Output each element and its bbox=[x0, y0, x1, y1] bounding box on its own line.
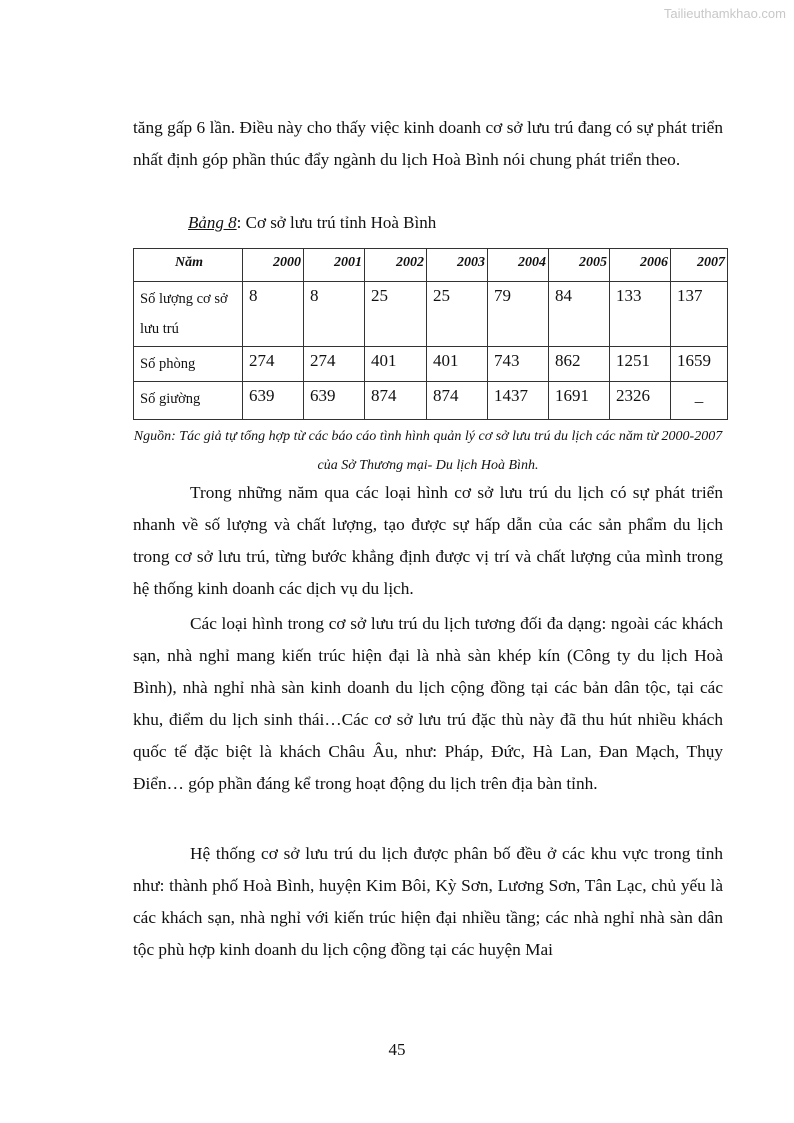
page-number: 45 bbox=[388, 1040, 406, 1059]
header-cell: 2004 bbox=[488, 249, 549, 282]
table-cell: 639 bbox=[243, 382, 304, 420]
table-cell: 8 bbox=[304, 282, 365, 347]
header-cell: 2005 bbox=[549, 249, 610, 282]
caption-label: Bảng 8 bbox=[188, 213, 237, 232]
table-source-note: Nguồn: Tác giả tự tổng hợp từ các báo cáo tình hình quản lý cơ sở lưu trú du lịch các năm từ 2000-2007 của Sở Thương mại- Du lịch Hoà Bình. bbox=[133, 429, 723, 473]
table-cell: 274 bbox=[243, 347, 304, 382]
table-cell: 401 bbox=[427, 347, 488, 382]
table-cell: 874 bbox=[427, 382, 488, 420]
table-cell: 25 bbox=[427, 282, 488, 347]
header-cell: 2002 bbox=[365, 249, 427, 282]
table-cell: 743 bbox=[488, 347, 549, 382]
table-row bbox=[134, 347, 728, 382]
caption-text: : Cơ sở lưu trú tỉnh Hoà Bình bbox=[236, 213, 437, 232]
row-label: Số giường bbox=[134, 382, 243, 420]
table-cell: 2326 bbox=[610, 382, 671, 420]
table-cell: 137 bbox=[671, 282, 728, 347]
table-cell: 133 bbox=[610, 282, 671, 347]
header-cell: Năm bbox=[134, 249, 243, 282]
header-cell: 2003 bbox=[427, 249, 488, 282]
table-cell: 1437 bbox=[488, 382, 549, 420]
table-header-row bbox=[134, 249, 728, 282]
watermark: Tailieuthamkhao.com bbox=[663, 6, 786, 21]
table-cell: 84 bbox=[549, 282, 610, 347]
table-cell: 1251 bbox=[610, 347, 671, 382]
table-cell: 25 bbox=[365, 282, 427, 347]
table-cell: 401 bbox=[365, 347, 427, 382]
table-cell: 1691 bbox=[549, 382, 610, 420]
row-label: Số lượng cơ sở lưu trú bbox=[134, 282, 243, 347]
table-row bbox=[134, 382, 728, 420]
table-cell: 79 bbox=[488, 282, 549, 347]
accommodation-table bbox=[133, 248, 728, 420]
paragraph-1: tăng gấp 6 lần. Điều này cho thấy việc kinh doanh cơ sở lưu trú đang có sự phát triển nhất định góp phần thúc đẩy ngành du lịch Hoà Bình nói chung phát triển theo. bbox=[133, 118, 723, 169]
table-cell: 8 bbox=[243, 282, 304, 347]
table-cell: 639 bbox=[304, 382, 365, 420]
table-cell: 1659 bbox=[671, 347, 728, 382]
table-cell: _ bbox=[671, 382, 728, 420]
header-cell: 2001 bbox=[304, 249, 365, 282]
row-label: Số phòng bbox=[134, 347, 243, 382]
paragraph-4: Hệ thống cơ sở lưu trú du lịch được phân bố đều ở các khu vực trong tỉnh như: thành phố Hoà Bình, huyện Kim Bôi, Kỳ Sơn, Lương Sơn, Tân Lạc, chủ yếu là các khách sạn, nhà nghỉ với kiến trúc hiện đại nhiều tầng; các nhà nghỉ nhà sàn dân tộc phù hợp kinh doanh du lịch cộng đồng tại các huyện Mai bbox=[133, 844, 723, 959]
header-cell: 2000 bbox=[243, 249, 304, 282]
table-row bbox=[134, 282, 728, 347]
table-cell: 274 bbox=[304, 347, 365, 382]
table-cell: 862 bbox=[549, 347, 610, 382]
header-cell: 2006 bbox=[610, 249, 671, 282]
paragraph-2: Trong những năm qua các loại hình cơ sở lưu trú du lịch có sự phát triển nhanh về số lượng và chất lượng, tạo được sự hấp dẫn của các sản phẩm du lịch trong cơ sở lưu trú, từng bước khẳng định được vị trí và chất lượng của mình trong hệ thống kinh doanh các dịch vụ du lịch. bbox=[133, 483, 723, 598]
table-cell: 874 bbox=[365, 382, 427, 420]
header-cell: 2007 bbox=[671, 249, 728, 282]
paragraph-3: Các loại hình trong cơ sở lưu trú du lịch tương đối đa dạng: ngoài các khách sạn, nhà nghỉ mang kiến trúc hiện đại là nhà sàn khép kín (Công ty du lịch Hoà Bình), nhà nghỉ nhà sàn kinh doanh du lịch cộng đồng tại các bản dân tộc, tại các khu, điểm du lịch sinh thái…Các cơ sở lưu trú đặc thù này đã thu hút nhiều khách quốc tế đặc biệt là khách Châu Âu, như: Pháp, Đức, Hà Lan, Đan Mạch, Thụy Điển… góp phần đáng kể trong hoạt động du lịch trên địa bàn tỉnh. bbox=[133, 614, 723, 793]
table-caption bbox=[188, 213, 436, 233]
